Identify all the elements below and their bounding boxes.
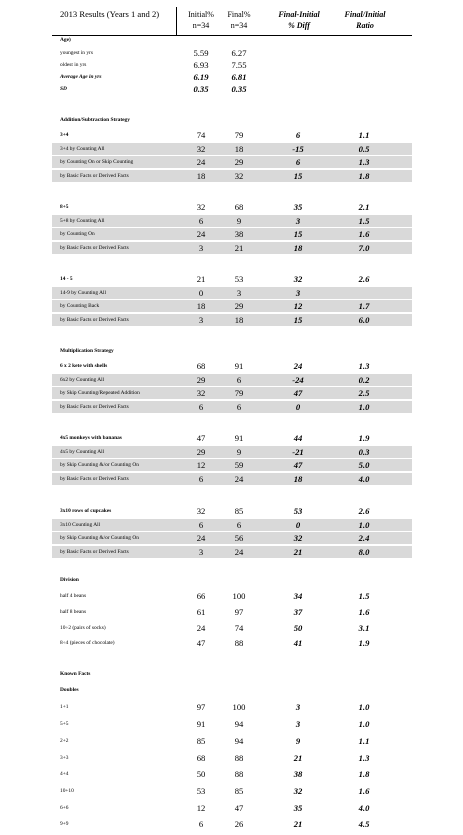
ratio-value: 6.0 [358,315,370,325]
initial-value: 6 [198,819,204,829]
ratio-value: 1.9 [358,638,370,648]
diff-value: -21 [292,447,304,457]
table-row [52,170,412,182]
final-value: 100 [232,591,246,601]
initial-value: 32 [196,202,206,212]
table-row [52,752,412,764]
diff-value: 0 [295,520,301,530]
table-row [52,459,412,471]
diff-value: 41 [293,638,303,648]
initial-value: 6.93 [193,60,209,70]
table-row [52,532,412,544]
row-label: by Basic Facts or Derived Facts [60,404,129,410]
table-row [52,374,412,386]
ratio-sub: Ratio [356,21,374,30]
final-value: 97 [234,607,244,617]
row-label: Division [60,577,79,583]
table-row [52,300,412,312]
initial-value: 85 [196,736,206,746]
initial-value: 3 [198,243,204,253]
final-value: 6 [236,520,242,530]
initial-value: 18 [196,301,206,311]
row-label: 10+10 [60,788,74,794]
diff-value: 32 [293,274,303,284]
table-row [52,156,412,168]
diff-value: 15 [293,315,303,325]
table-row [52,228,412,240]
ratio-value: 7.0 [358,243,370,253]
initial-value: 12 [196,460,206,470]
row-label: 3+4 by Counting All [60,146,105,152]
row-label: Average Age in yrs [60,74,102,80]
final-value: 68 [234,202,244,212]
ratio-value: 5.0 [358,460,370,470]
final-value: 94 [234,736,244,746]
diff-value: 18 [293,474,303,484]
ratio-value: 2.1 [358,202,370,212]
row-label: 2+2 [60,738,69,744]
diff-value: 21 [293,547,303,557]
table-row [52,287,412,299]
row-label: half 4 beans [60,593,87,599]
row-label: 3x10 Counting All [60,522,101,528]
final-value: 6 [236,402,242,412]
final-value: 59 [234,460,244,470]
initial-value: 3 [198,547,204,557]
row-label: by Basic Facts or Derived Facts [60,317,129,323]
row-label: by Skip Counting &/or Counting On [60,535,139,541]
table-row [52,546,412,558]
ratio-value: 2.6 [358,506,370,516]
initial-value: 66 [196,591,206,601]
ratio-value: 1.0 [358,719,370,729]
header-divider [176,7,177,35]
ratio-value: 2.6 [358,274,370,284]
ratio-value: 0.2 [358,375,370,385]
final-value: 7.55 [231,60,247,70]
final-value: 6.27 [231,48,247,58]
initial-value: 6.19 [193,72,209,82]
initial-value: 24 [196,533,206,543]
final-value: 88 [234,638,244,648]
initial-value: 6 [198,474,204,484]
final-value: 85 [234,786,244,796]
ratio-value: 1.0 [358,402,370,412]
diff-value: 37 [293,607,303,617]
ratio-value: 4.5 [358,819,370,829]
ratio-value: 1.6 [358,607,370,617]
initial-value: 47 [196,638,206,648]
row-label: half 8 beans [60,609,87,615]
row-label: by Basic Facts or Derived Facts [60,476,129,482]
diff-value: 34 [293,591,303,601]
table-row [52,519,412,531]
diff-value: 3 [295,702,301,712]
row-label: 10÷2 (pairs of socks) [60,625,106,631]
row-label: Addition/Subtraction Strategy [60,117,130,123]
table-row [52,314,412,326]
diff-value: 0 [295,402,301,412]
final-value: 85 [234,506,244,516]
table-title: 2013 Results (Years 1 and 2) [60,9,160,19]
row-label: 4+4 [60,771,69,777]
ratio-value: 1.9 [358,433,370,443]
row-label: 5+8 by Counting All [60,218,105,224]
row-label: by Basic Facts or Derived Facts [60,549,129,555]
row-label: by Skip Counting &/or Counting On [60,462,139,468]
initial-value: 3 [198,315,204,325]
final-n: n=34 [230,21,248,30]
ratio-value: 1.5 [358,216,370,226]
row-label: by Basic Facts or Derived Facts [60,245,129,251]
table-row [52,201,412,213]
final-value: 26 [234,819,244,829]
final-value: 24 [234,474,244,484]
table-row [52,735,412,747]
ratio-value: 1.3 [358,157,370,167]
diff-value: -15 [292,144,304,154]
diff-value: 47 [293,460,303,470]
row-label: 5+5 [60,721,69,727]
initial-value: 29 [196,375,206,385]
final-value: 18 [234,144,244,154]
ratio-value: 0.5 [358,144,370,154]
initial-value: 61 [196,607,206,617]
initial-value: 6 [198,216,204,226]
initial-value: 24 [196,623,206,633]
initial-value: 6 [198,520,204,530]
initial-value: 50 [196,769,206,779]
table-row [52,473,412,485]
diff-label: Final-Initial [278,10,320,19]
final-value: 56 [234,533,244,543]
final-value: 100 [232,702,246,712]
final-value: 29 [234,301,244,311]
table-row [52,387,412,399]
final-header [216,9,262,31]
ratio-value: 1.5 [358,591,370,601]
row-label: 9+9 [60,821,69,827]
ratio-value: 1.6 [358,229,370,239]
initial-value: 5.59 [193,48,209,58]
final-value: 91 [234,361,244,371]
table-row [52,606,412,618]
diff-value: 3 [295,719,301,729]
row-label: 3x10 rows of cupcakes [60,508,112,514]
ratio-header [342,9,388,31]
diff-value: 3 [295,288,301,298]
row-label: by Counting Back [60,303,100,309]
row-label: 6 x 2 kete with shells [60,363,108,369]
row-label: 8+5 [60,204,69,210]
initial-n: n=34 [192,21,210,30]
row-label: 8÷4 (pieces of chocolate) [60,640,115,646]
final-value: 18 [234,315,244,325]
row-label: 1+1 [60,704,69,710]
initial-value: 18 [196,171,206,181]
final-value: 6.81 [231,72,247,82]
final-value: 53 [234,274,244,284]
final-value: 0.35 [231,84,247,94]
row-label: 4x5 by Counting All [60,449,105,455]
row-label: Doubles [60,687,79,693]
final-value: 88 [234,769,244,779]
table-row [52,622,412,634]
table-row [52,273,412,285]
final-value: 3 [236,288,242,298]
initial-value: 24 [196,229,206,239]
diff-value: 3 [295,216,301,226]
final-value: 24 [234,547,244,557]
final-value: 79 [234,388,244,398]
initial-value: 47 [196,433,206,443]
initial-value: 29 [196,447,206,457]
table-row [52,59,412,71]
diff-header [276,9,322,31]
table-row [52,701,412,713]
table-row [52,505,412,517]
ratio-label: Final/Initial [344,10,386,19]
initial-value: 91 [196,719,206,729]
row-label: Multiplication Strategy [60,348,114,354]
table-row [52,360,412,372]
diff-value: -24 [292,375,304,385]
initial-value: 12 [196,803,206,813]
diff-value: 47 [293,388,303,398]
table-row [52,242,412,254]
ratio-value: 1.7 [358,301,370,311]
diff-value: 15 [293,229,303,239]
table-row [52,668,412,680]
final-value: 6 [236,375,242,385]
ratio-value: 1.3 [358,361,370,371]
table-row [52,401,412,413]
row-label: Known Facts [60,671,91,677]
ratio-value: 1.3 [358,753,370,763]
row-label: Age) [60,37,71,43]
table-row [52,114,412,126]
final-value: 38 [234,229,244,239]
diff-sub: % Diff [288,21,310,30]
diff-value: 53 [293,506,303,516]
initial-value: 32 [196,506,206,516]
row-label: 6+6 [60,805,69,811]
ratio-value: 1.1 [358,736,370,746]
table-row [52,785,412,797]
row-label: 14-9 by Counting All [60,290,106,296]
table-row [52,637,412,649]
final-value: 9 [236,447,242,457]
table-row [52,718,412,730]
initial-value: 32 [196,144,206,154]
ratio-value: 1.8 [358,171,370,181]
table-row [52,802,412,814]
row-label: 3+4 [60,132,69,138]
diff-value: 32 [293,786,303,796]
ratio-value: 1.0 [358,702,370,712]
diff-value: 18 [293,243,303,253]
final-value: 91 [234,433,244,443]
diff-value: 6 [295,130,301,140]
final-label: Final% [227,10,251,19]
table-row [52,129,412,141]
table-row [52,215,412,227]
diff-value: 6 [295,157,301,167]
final-value: 29 [234,157,244,167]
initial-label: Initial% [188,10,214,19]
diff-value: 15 [293,171,303,181]
row-label: 3+3 [60,755,69,761]
initial-value: 0 [198,288,204,298]
diff-value: 35 [293,202,303,212]
diff-value: 35 [293,803,303,813]
ratio-value: 1.8 [358,769,370,779]
diff-value: 9 [295,736,301,746]
diff-value: 21 [293,819,303,829]
row-label: 4x5 monkeys with bananas [60,435,122,441]
row-label: SD [60,86,67,92]
ratio-value: 1.0 [358,520,370,530]
ratio-value: 2.4 [358,533,370,543]
table-row [52,818,412,830]
table-row [52,590,412,602]
initial-value: 97 [196,702,206,712]
final-value: 9 [236,216,242,226]
ratio-value: 4.0 [358,803,370,813]
final-value: 88 [234,753,244,763]
ratio-value: 1.1 [358,130,370,140]
row-label: by Counting On or Skip Counting [60,159,134,165]
table-row [52,143,412,155]
table-row [52,47,412,59]
final-value: 74 [234,623,244,633]
initial-value: 68 [196,361,206,371]
diff-value: 38 [293,769,303,779]
ratio-value: 3.1 [358,623,370,633]
row-label: oldest in yrs [60,62,87,68]
initial-value: 21 [196,274,206,284]
initial-value: 74 [196,130,206,140]
table-row [52,432,412,444]
initial-value: 32 [196,388,206,398]
row-label: youngest in yrs [60,50,93,56]
diff-value: 32 [293,533,303,543]
ratio-value: 1.6 [358,786,370,796]
initial-value: 24 [196,157,206,167]
row-label: 6x2 by Counting All [60,377,105,383]
final-value: 21 [234,243,244,253]
table-row [52,345,412,357]
diff-value: 44 [293,433,303,443]
row-label: by Counting On [60,231,95,237]
final-value: 94 [234,719,244,729]
row-label: by Skip Counting/Repeated Addition [60,390,140,396]
final-value: 79 [234,130,244,140]
final-value: 47 [234,803,244,813]
ratio-value: 0.3 [358,447,370,457]
diff-value: 50 [293,623,303,633]
initial-value: 68 [196,753,206,763]
row-label: 14 - 5 [60,276,73,282]
row-label: by Basic Facts or Derived Facts [60,173,129,179]
initial-value: 6 [198,402,204,412]
table-row [52,768,412,780]
table-header [52,7,412,36]
table-row [52,71,412,83]
diff-value: 24 [293,361,303,371]
initial-value: 53 [196,786,206,796]
table-row [52,34,412,46]
final-value: 32 [234,171,244,181]
table-row [52,83,412,95]
ratio-value: 2.5 [358,388,370,398]
ratio-value: 4.0 [358,474,370,484]
initial-value: 0.35 [193,84,209,94]
table-row [52,574,412,586]
diff-value: 12 [293,301,303,311]
diff-value: 21 [293,753,303,763]
ratio-value: 8.0 [358,547,370,557]
table-row [52,446,412,458]
table-row [52,684,412,696]
